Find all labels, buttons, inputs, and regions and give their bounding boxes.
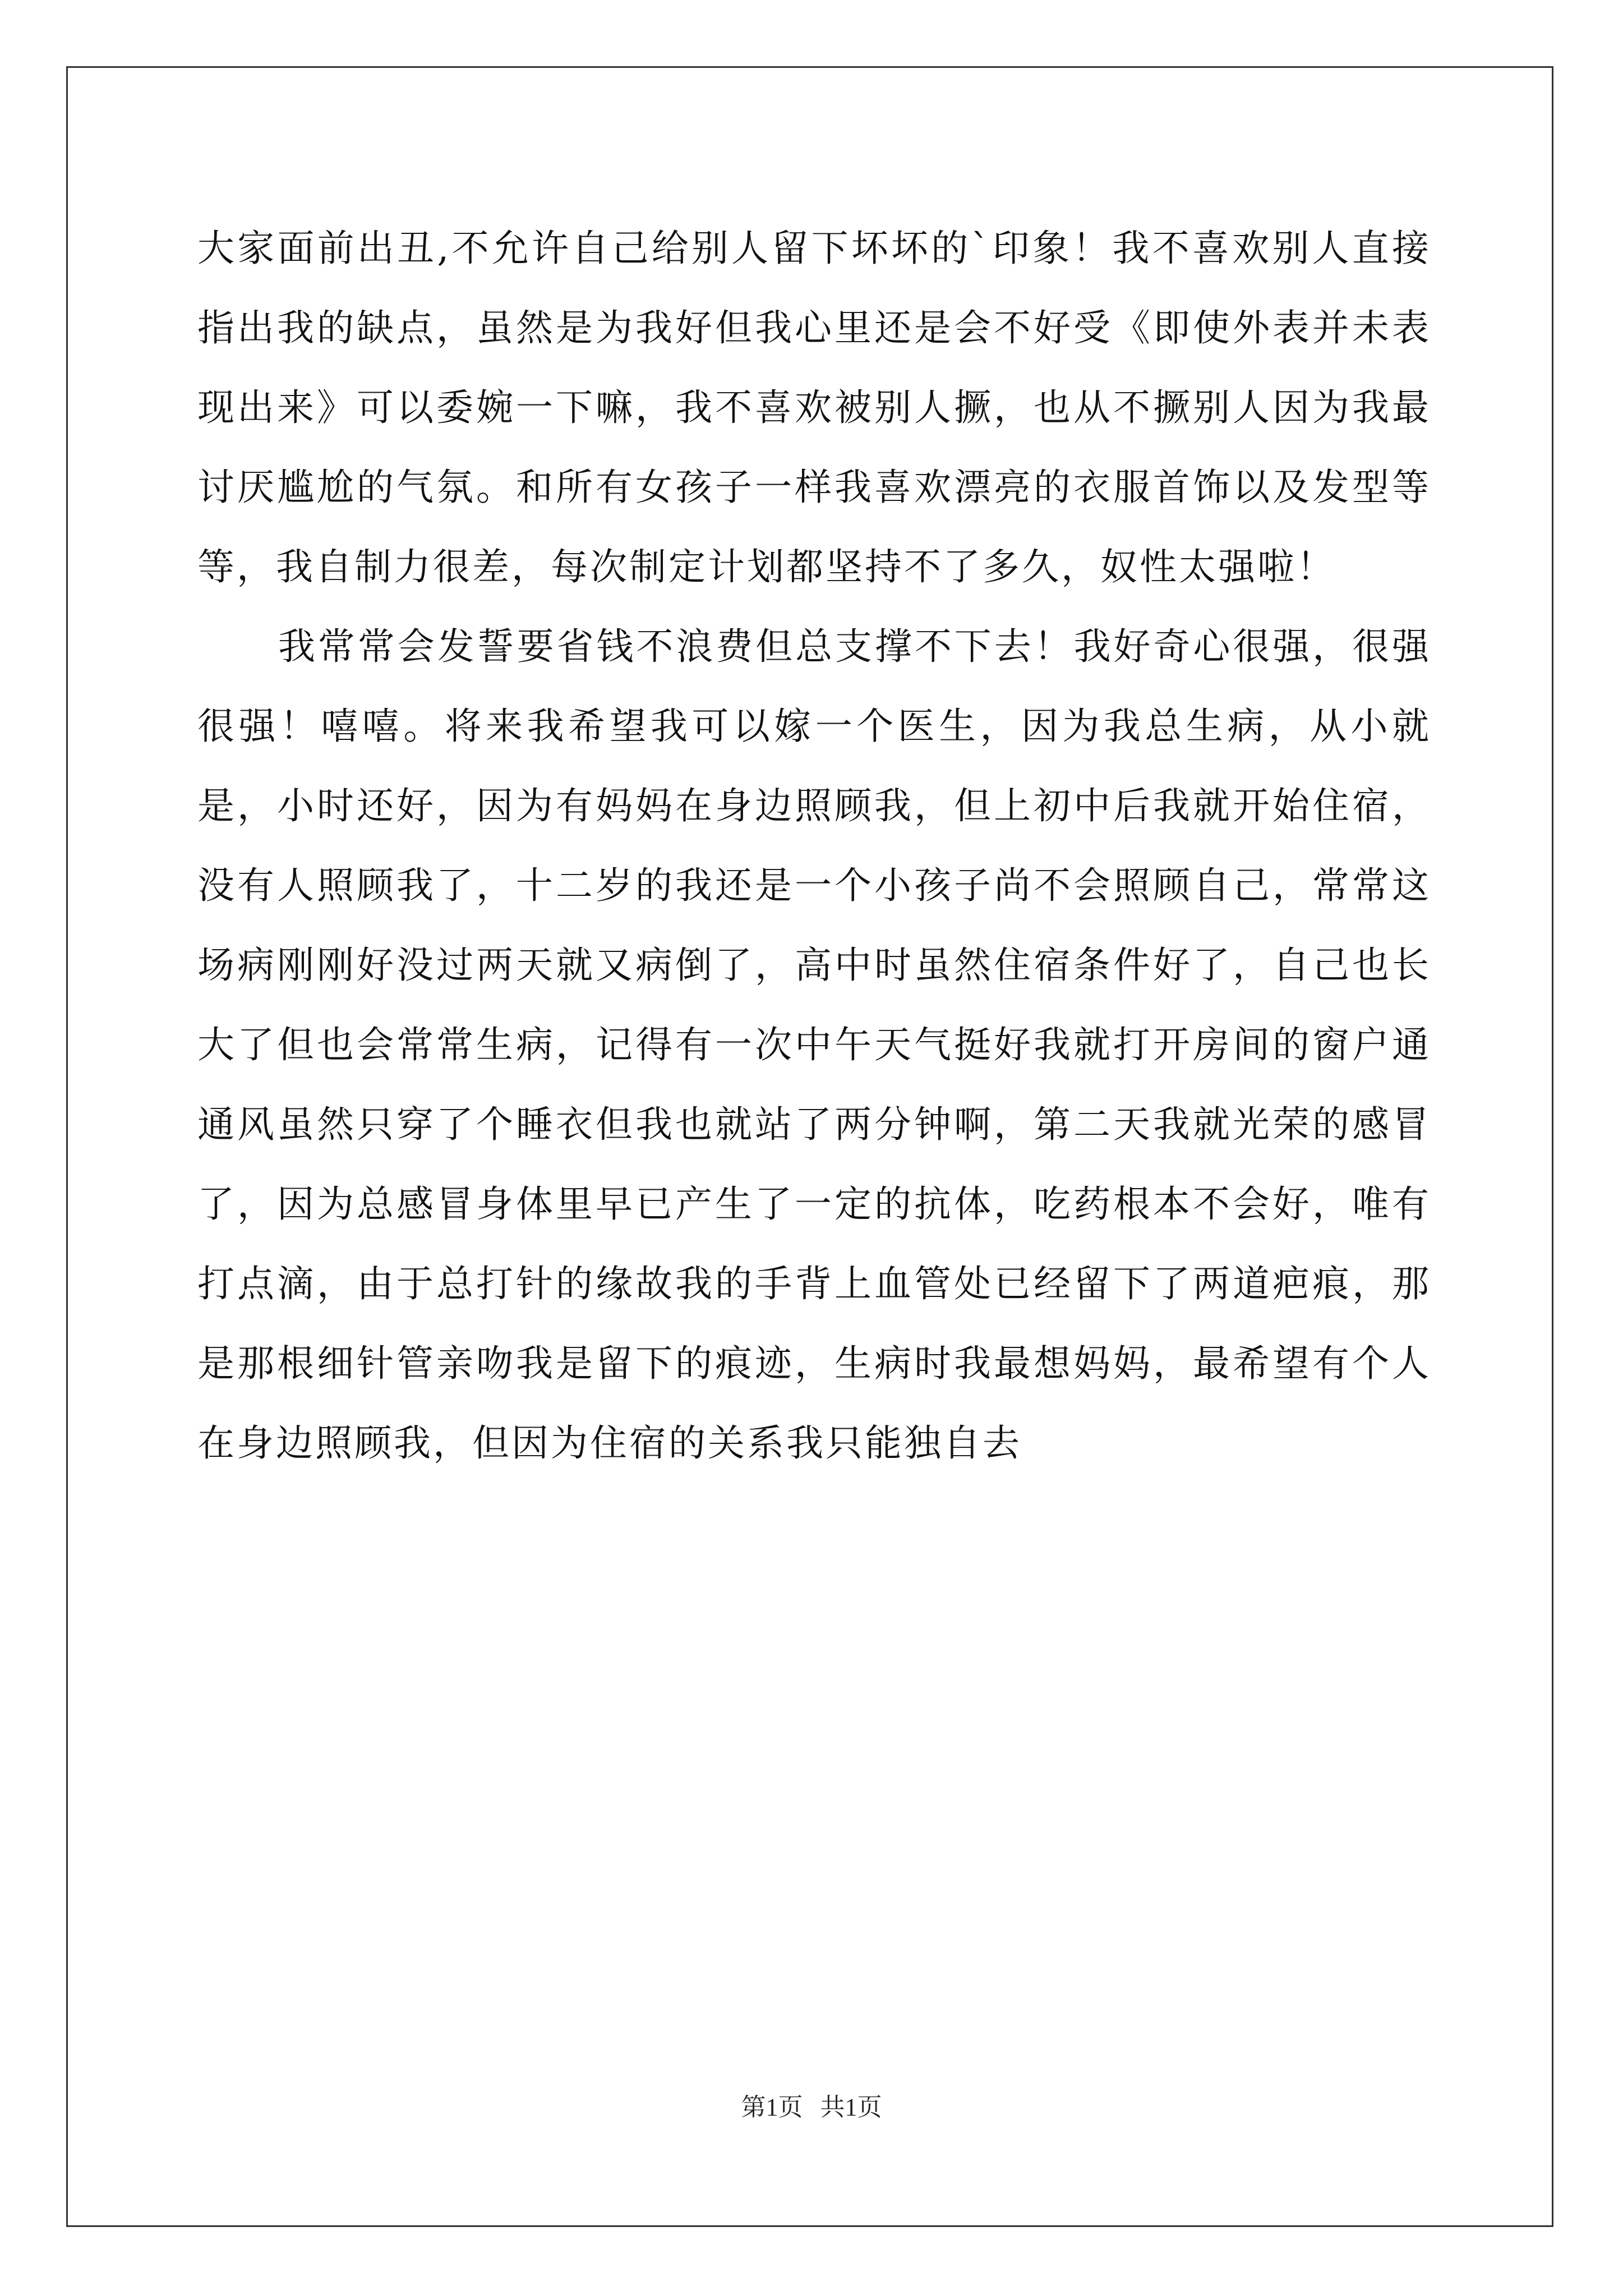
paragraph-1: 大家面前出丑,不允许自己给别人留下坏坏的`印象！我不喜欢别人直接指出我的缺点，虽然是为我好但我心里还是会不好受《即使外表并未表现出来》可以委婉一下嘛，我不喜欢被别人撅，也从不撅别人因为我最讨厌尴尬的气氛。和所有女孩子一样我喜欢漂亮的衣服首饰以及发型等等，我自制力很差，每次制定计划都坚持不了多久，奴性太强啦！ — [197, 227, 1431, 588]
page-number: 第1页 — [741, 2093, 803, 2121]
document-body — [197, 209, 1431, 1483]
page-footer — [0, 2087, 1623, 2123]
paragraph-2: 我常常会发誓要省钱不浪费但总支撑不下去！我好奇心很强，很强很强！嘻嘻。将来我希望我可以嫁一个医生，因为我总生病，从小就是，小时还好，因为有妈妈在身边照顾我，但上初中后我就开始住宿，没有人照顾我了，十二岁的我还是一个小孩子尚不会照顾自己，常常这场病刚刚好没过两天就又病倒了，高中时虽然住宿条件好了，自己也长大了但也会常常生病，记得有一次中午天气挺好我就打开房间的窗户通通风虽然只穿了个睡衣但我也就站了两分钟啊，第二天我就光荣的感冒了，因为总感冒身体里早已产生了一定的抗体，吃药根本不会好，唯有打点滴，由于总打针的缘故我的手背上血管处已经留下了两道疤痕，那是那根细针管亲吻我是留下的痕迹，生病时我最想妈妈，最希望有个人在身边照顾我，但因为住宿的关系我只能独自去 — [197, 625, 1431, 1465]
page-total: 共1页 — [820, 2093, 882, 2121]
